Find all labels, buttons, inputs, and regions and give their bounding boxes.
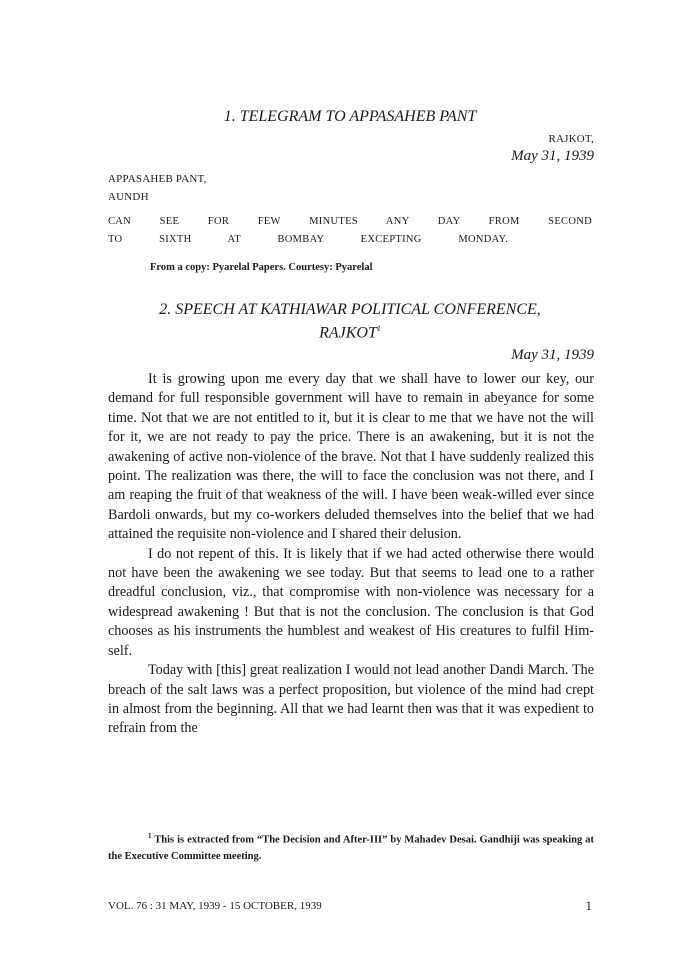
- paragraph-3: Today with [this] great realization I would not lead another Dandi March. The breach of the salt laws was a perfect proposition, but violence of the mind had crept in almost from the beginning. All that we had learnt then was that it was expedient to refrain from the: [108, 662, 594, 737]
- section1-place: RAJKOT,: [548, 133, 594, 145]
- paragraph-1: It is growing upon me every day that we shall have to lower our key, our demand for full responsible government will have to remain in abeyance for some time. Not that we are not entitled to it, but it is clear to me that we have not the will for it, we are not ready to pay the price. There is an awakening, but it is not the awakening of active non-violence of the brave. Not that I have suddenly realized this point. The realization was there, the will to face the conclusion was not there, and I am reaping the fruit of that weakness of the will. I have been weak-willed ever since Bardoli onwards, but my co-workers deluded themselves into the belief that we had attained the requisite non-violence and I shared their delusion.: [108, 371, 594, 543]
- footnote-number: 1: [148, 832, 152, 840]
- telegram-line-1: CAN SEE FOR FEW MINUTES ANY DAY FROM SECOND: [108, 216, 592, 227]
- addressee-name: APPASAHEB PANT,: [108, 173, 207, 185]
- footnote-text: This is extracted from “The Decision and After-III” by Mahadev Desai. Gandhiji was speaking at the Executive Committee meeting.: [108, 834, 594, 862]
- footnote: [108, 828, 594, 865]
- section1-date: May 31, 1939: [511, 148, 594, 164]
- footer-volume: VOL. 76 : 31 MAY, 1939 - 15 OCTOBER, 1939: [108, 900, 322, 912]
- section2-date: May 31, 1939: [511, 347, 594, 363]
- footnote-marker: 1: [376, 324, 381, 333]
- speech-body: [108, 370, 594, 739]
- addressee-place: AUNDH: [108, 191, 149, 203]
- section2-title-line-1: 2. SPEECH AT KATHIAWAR POLITICAL CONFERENCE,: [159, 301, 541, 318]
- paragraph-2: I do not repent of this. It is likely that if we had acted otherwise there would not have been the awakening we see today. But that seems to lead one to a rather dreadful conclusion, viz., that compromise with non-violence was necessary for a widespread awakening ! But that is not the conclusion. The conclusion is that God chooses as his instruments the humblest and weakest of His creatures to fulfil Him-self.: [108, 545, 594, 659]
- source-note: From a copy: Pyarelal Papers. Courtesy: Pyarelal: [150, 262, 373, 273]
- section1-title: 1. TELEGRAM TO APPASAHEB PANT: [223, 108, 477, 125]
- telegram-line-2: TO SIXTH AT BOMBAY EXCEPTING MONDAY.: [108, 234, 508, 245]
- section2-title-line-2: RAJKOT$^1$: [319, 324, 381, 342]
- page-number: 1: [585, 898, 592, 913]
